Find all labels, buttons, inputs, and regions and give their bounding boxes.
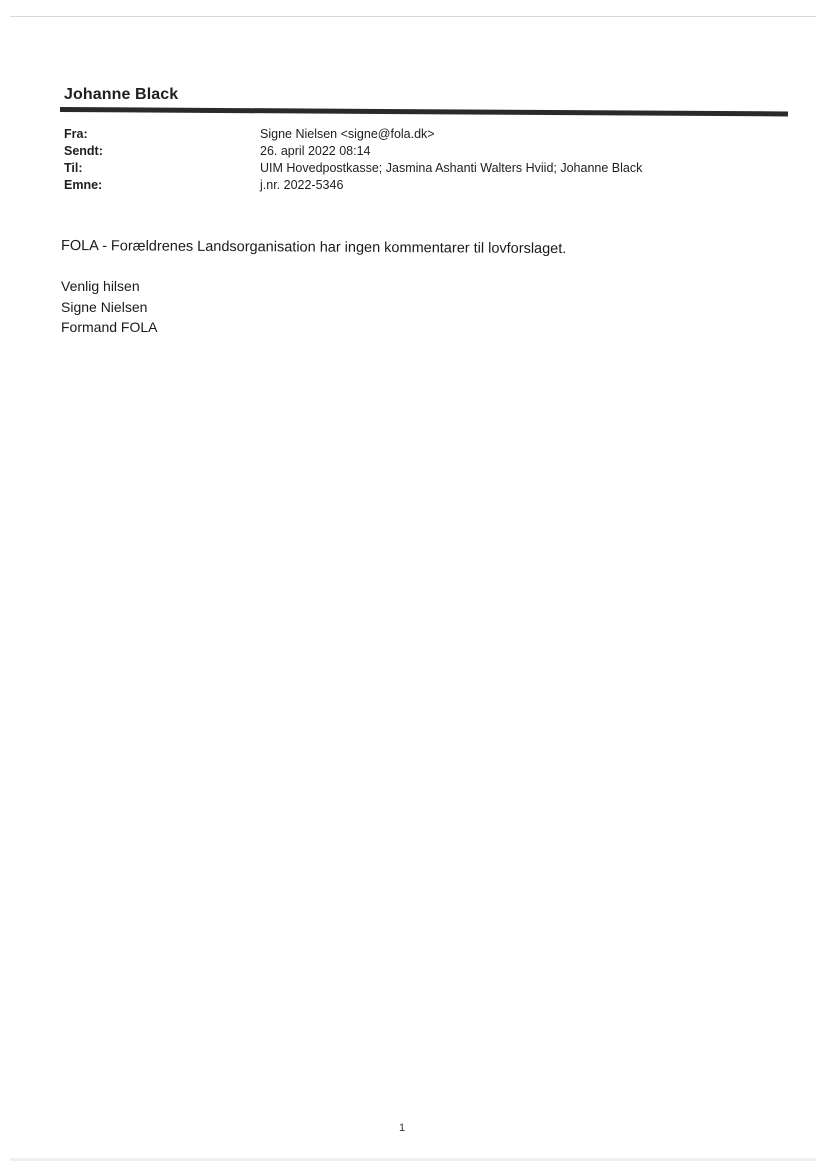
heading-divider [60,107,788,116]
subject-value: j.nr. 2022-5346 [260,178,344,192]
from-label: Fra: [64,127,88,141]
field-row-to [64,160,764,177]
scan-edge-bottom [10,1158,816,1161]
signature-greeting: Venlig hilsen [61,278,140,294]
signature-title: Formand FOLA [61,319,158,335]
signature-name: Signe Nielsen [61,298,148,315]
to-value: UIM Hovedpostkasse; Jasmina Ashanti Walters Hviid; Johanne Black [260,161,643,175]
subject-label: Emne: [64,178,103,192]
sent-label: Sendt: [64,144,103,158]
sender-heading: Johanne Black [64,86,179,103]
email-body: FOLA - Forældrenes Landsorganisation har ingen kommentarer til lovforslaget. [60,238,567,258]
page-number: 1 [399,1122,406,1134]
to-label: Til: [64,161,83,175]
field-row-from [64,126,764,143]
email-header-fields [64,126,764,194]
field-row-subject [64,177,764,194]
sent-value: 26. april 2022 08:14 [260,144,371,158]
signature-block [61,276,157,338]
from-value: Signe Nielsen <signe@fola.dk> [260,127,435,141]
scan-edge-top [10,16,816,17]
field-row-sent [64,143,764,160]
